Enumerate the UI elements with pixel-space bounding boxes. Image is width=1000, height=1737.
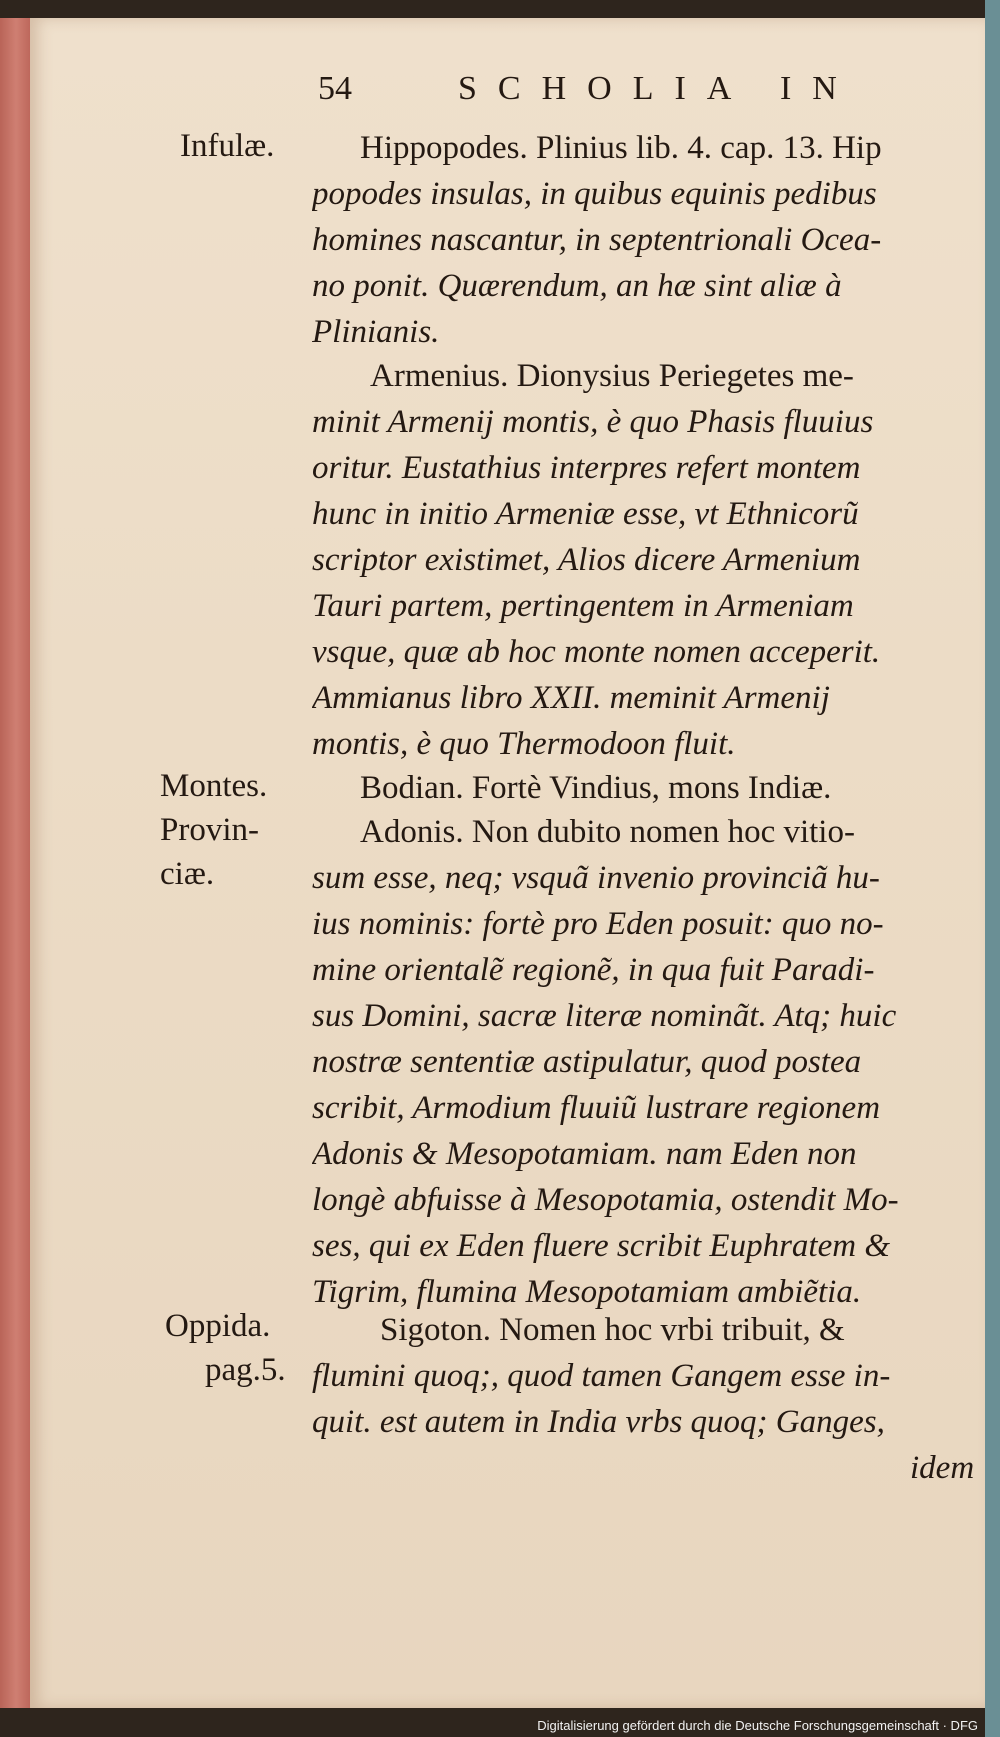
text-line-20: sus Domini, sacræ literæ nominãt. Atq; huic — [312, 998, 897, 1034]
running-title: SCHOLIA IN — [458, 70, 858, 107]
margin-note-insulae: Infulæ. — [180, 128, 275, 164]
text-line-24: longè abfuisse à Mesopotamia, ostendit Mo- — [312, 1182, 899, 1218]
text-line-19: mine orientalẽ regionẽ, in qua fuit Paradi- — [312, 952, 875, 988]
text-line-15: Bodian. Fortè Vindius, mons Indiæ. — [360, 770, 832, 806]
text-line-13: Ammianus libro XXII. meminit Armenij — [312, 680, 830, 716]
text-line-2: popodes insulas, in quibus equinis pedibus — [312, 176, 877, 212]
margin-note-page-ref: pag.5. — [205, 1352, 286, 1388]
text-line-28: flumini quoq;, quod tamen Gangem esse in- — [312, 1358, 891, 1394]
text-line-4: no ponit. Quærendum, an hæ sint aliæ à — [312, 268, 842, 304]
text-line-3: homines nascantur, in septentrionali Ocea- — [312, 222, 882, 258]
catchword: idem — [910, 1450, 975, 1486]
text-line-1: Hippopodes. Plinius lib. 4. cap. 13. Hip — [360, 130, 882, 166]
text-line-17: sum esse, neq; vsquã invenio provinciã hu- — [312, 860, 880, 896]
text-line-11: Tauri partem, pertingentem in Armeniam — [312, 588, 854, 624]
text-line-5: Plinianis. — [312, 314, 440, 350]
text-line-10: scriptor existimet, Alios dicere Armenium — [312, 542, 861, 578]
margin-note-oppida: Oppida. — [165, 1308, 271, 1344]
page-header — [318, 70, 938, 120]
text-line-25: ses, qui ex Eden fluere scribit Euphratem & — [312, 1228, 890, 1264]
text-line-21: nostræ sententiæ astipulatur, quod postea — [312, 1044, 862, 1080]
text-line-23: Adonis & Mesopotamiam. nam Eden non — [312, 1136, 857, 1172]
text-line-12: vsque, quæ ab hoc monte nomen acceperit. — [312, 634, 881, 670]
margin-note-provinciae-1: Provin- — [160, 812, 259, 848]
margin-note-provinciae-2: ciæ. — [160, 856, 215, 892]
text-line-8: oritur. Eustathius interpres refert montem — [312, 450, 861, 486]
text-line-14: montis, è quo Thermodoon fluit. — [312, 726, 736, 762]
margin-note-montes: Montes. — [160, 768, 268, 804]
text-line-27: Sigoton. Nomen hoc vrbi tribuit, & — [380, 1312, 845, 1348]
digitization-credit: Digitalisierung gefördert durch die Deutsche Forschungsgemeinschaft · DFG — [537, 1718, 978, 1733]
text-line-16: Adonis. Non dubito nomen hoc vitio- — [360, 814, 855, 850]
page-number: 54 — [318, 70, 352, 107]
text-line-18: ius nominis: fortè pro Eden posuit: quo no- — [312, 906, 884, 942]
text-line-29: quit. est autem in India vrbs quoq; Ganges, — [312, 1404, 885, 1440]
text-line-7: minit Armenij montis, è quo Phasis fluuius — [312, 404, 874, 440]
text-line-26: Tigrim, flumina Mesopotamiam ambiẽtia. — [312, 1274, 862, 1310]
text-line-22: scribit, Armodium fluuiũ lustrare regionem — [312, 1090, 881, 1126]
text-line-9: hunc in initio Armeniæ esse, vt Ethnicorũ — [312, 496, 859, 532]
text-line-6: Armenius. Dionysius Periegetes me- — [370, 358, 854, 394]
gutter-strip — [985, 0, 1000, 1737]
